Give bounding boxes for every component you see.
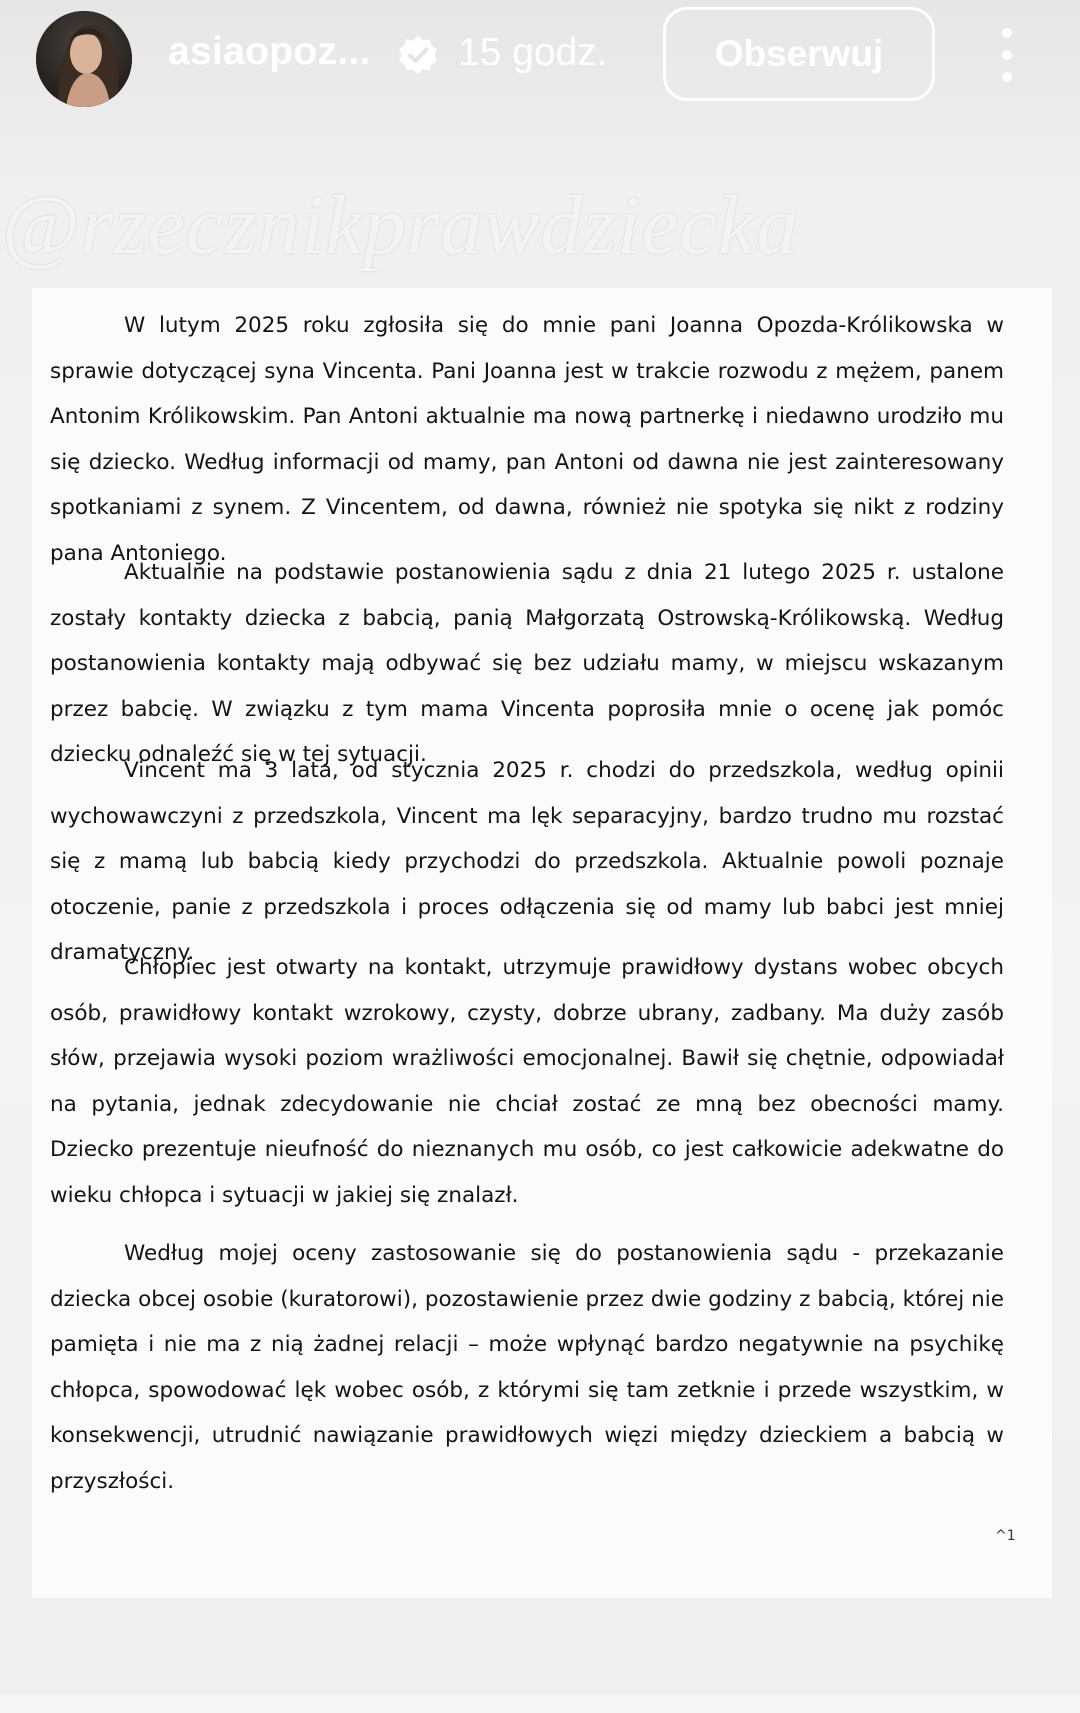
verified-badge-icon xyxy=(397,34,439,76)
avatar-photo xyxy=(36,11,132,107)
bottom-bar xyxy=(0,1695,1080,1713)
document-paragraph-3: Vincent ma 3 lata, od stycznia 2025 r. chodzi do przedszkola, według opinii wychowawczyni z przedszkola, Vincent ma lęk separacyjny, bardzo trudno mu rozstać się z mamą lub babcią kiedy przychodzi do przedszkola. Aktualnie powoli poznaje otoczenie, panie z przedszkola i proces odłączenia się od mamy lub babci jest mniej dramatyczny. xyxy=(50,758,1004,965)
page-mark: ^1 xyxy=(995,1528,1016,1544)
watermark-handle: @rzecznikprawdziecka xyxy=(2,179,800,272)
document-page xyxy=(32,288,1052,1598)
story-header xyxy=(0,0,1080,120)
post-time: 15 godz. xyxy=(458,31,608,74)
document-paragraph-5: Według mojej oceny zastosowanie się do postanowienia sądu - przekazanie dziecka obcej osobie (kuratorowi), pozostawienie przez dwie godziny z babcią, której nie pamięta i nie ma z nią żadnej relacji – może wpłynąć bardzo negatywnie na psychikę chłopca, spowodować lęk wobec osób, z którymi się tam zetknie i przede wszystkim, w konsekwencji, utrudnić nawiązanie prawidłowych więzi między dzieckiem a babcią w przyszłości. xyxy=(50,1241,1004,1494)
document-paragraph-1: W lutym 2025 roku zgłosiła się do mnie pani Joanna Opozda-Królikowska w sprawie dotyczącej syna Vincenta. Pani Joanna jest w trakcie rozwodu z mężem, panem Antonim Królikowskim. Pan Antoni aktualnie ma nową partnerkę i niedawno urodziło mu się dziecko. Według informacji od mamy, pan Antoni od dawna nie jest zainteresowany spotkaniami z synem. Z Vincentem, od dawna, również nie spotyka się nikt z rodziny pana Antoniego. xyxy=(50,313,1004,566)
follow-button[interactable]: Obserwuj xyxy=(663,7,935,101)
username[interactable]: asiaopoz... xyxy=(168,30,371,73)
document-paragraph-2: Aktualnie na podstawie postanowienia sądu z dnia 21 lutego 2025 r. ustalone zostały kontakty dziecka z babcią, panią Małgorzatą Ostrowską-Królikowską. Według postanowienia kontakty mają odbywać się bez udziału mamy, w miejscu wskazanym przez babcię. W związku z tym mama Vincenta poprosiła mnie o ocenę jak pomóc dziecku odnaleźć się w tej sytuacji. xyxy=(50,560,1004,767)
profile-avatar[interactable] xyxy=(36,11,132,107)
more-options-icon[interactable] xyxy=(990,25,1024,85)
document-paragraph-4: Chłopiec jest otwarty na kontakt, utrzymuje prawidłowy dystans wobec obcych osób, prawidłowy kontakt wzrokowy, czysty, dobrze ubrany, zadbany. Ma duży zasób słów, przejawia wysoki poziom wrażliwości emocjonalnej. Bawił się chętnie, odpowiadał na pytania, jednak zdecydowanie nie chciał zostać ze mną bez obecności mamy. Dziecko prezentuje nieufność do nieznanych mu osób, co jest całkowicie adekwatne do wieku chłopca i sytuacji w jakiej się znalazł. xyxy=(50,955,1004,1208)
